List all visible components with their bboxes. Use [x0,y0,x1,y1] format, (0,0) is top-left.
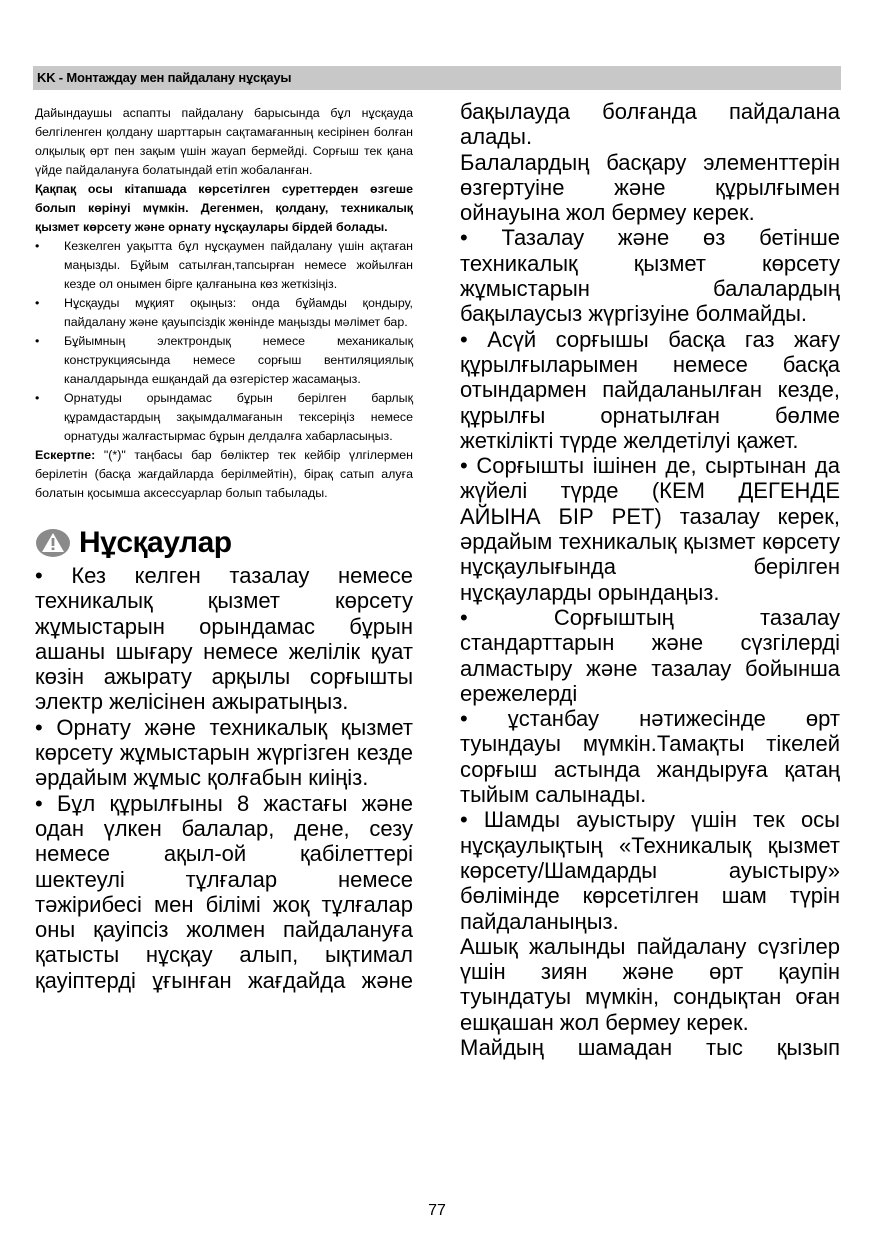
bullet-symbol: • [35,334,40,348]
instruction-paragraph: Балалардың басқару элементтерін өзгертуіне және құрылғымен ойнауына жол бермеу керек. [460,149,840,226]
note-paragraph [35,446,413,503]
section-heading [35,523,413,563]
instruction-paragraph: • Сорғыштың тазалау стандарттарын және сүзгілерді алмастыру және тазалау бойынша ережелерді [460,604,840,706]
instruction-paragraph: Ашық жалынды пайдалану сүзгілер үшін зиян және өрт қаупін туындатуы мүмкін, сондықтан оған ешқашан жол бермеу керек. [460,933,840,1035]
bullet-symbol: • [35,296,40,310]
section-title: Нұсқаулар [79,526,232,559]
intro-bullet-text: Орнатуды орындамас бұрын берілген барлық құрамдастардың зақымдалмағанын тексеріңіз немесе орнатуды жалғастырмас бұрын делдалға хабарласыңыз. [64,391,413,443]
intro-bullet-item [35,332,413,389]
left-column [35,104,413,993]
note-label: Ескертпе: [35,448,96,462]
instructions-left [35,563,413,993]
intro-warning: Қақпақ осы кітапшада көрсетілген суреттерден өзгеше болып көрінуі мүмкін. Дегенмен, қолдану, техникалық қызмет көрсету және орнату нұсқаулары бірдей болады. [35,182,413,234]
instruction-paragraph: • Тазалау және өз бетінше техникалық қызмет көрсету жұмыстарын балалардың бақылаусыз жүргізуіне болмайды. [460,225,840,327]
page-header-title: KK - Монтаждау мен пайдалану нұсқауы [37,70,292,85]
intro-bullet-text: Кезкелген уақытта бұл нұсқаумен пайдалану үшін ақтаған маңызды. Бұйым сатылған,тапсырған немесе жойылған кезде ол онымен бірге қалғанына көз жеткізіңіз. [64,239,413,291]
intro-bullet-text: Бұйымның электрондық немесе механикалық конструкциясында немесе сорғыш вентиляциялық каналдарында ешқандай да өзгерістер жасамаңыз. [64,334,413,386]
intro-bullet-item [35,237,413,294]
instruction-paragraph: • Шамды ауыстыру үшін тек осы нұсқаулықтың «Техникалық қызмет көрсету/Шамдарды ауыстыру» бөлімінде көрсетілген шам түрін пайдаланыңыз. [460,807,840,934]
warning-triangle-icon [35,528,71,558]
instruction-paragraph: • Сорғышты ішінен де, сыртынан да жүйелі түрде (КЕМ ДЕГЕНДЕ АЙЫНА БІР РЕТ) тазалау керек, әрдайым техникалық қызмет көрсету нұсқаулығында берілген нұсқауларды орындаңыз. [460,453,840,605]
intro-bullet-text: Нұсқауды мұқият оқыңыз: онда бұйамды қондыру, пайдалану және қауыпсіздік жөнінде маңызды мәлімет бар. [64,296,413,329]
bullet-symbol: • [35,391,40,405]
instruction-paragraph: • ұстанбау нәтижесінде өрт туындауы мүмкін.Тамақты тікелей сорғыш астында жандыруға қатаң тыйым салынады. [460,706,840,808]
intro-bullet-item [35,294,413,332]
header-bar [33,66,841,90]
intro-bullet-item [35,389,413,446]
instruction-paragraph: • Орнату және техникалық қызмет көрсету жұмыстарын жүргізген кезде әрдайым жұмыс қолғабын киіңіз. [35,714,413,791]
bullet-symbol: • [35,239,40,253]
instruction-paragraph: • Асүй сорғышы басқа газ жағу құрылғыларымен немесе басқа отындармен пайдаланылған кезде, құрылғы орнатылған бөлме жеткілікті түрде желдетілуі қажет. [460,326,840,453]
note-text: "(*)" таңбасы бар бөліктер тек кейбір үлгілермен берілетін (басқа жағдайларда берілмейтін), бірақ сатып алуға болатын қосымша аксессуарлар болып табылады. [35,448,413,500]
page-number: 77 [428,1202,446,1219]
instruction-paragraph: • Кез келген тазалау немесе техникалық қызмет көрсету жұмыстарын орындамас бұрын ашаны шығару немесе желілік қуат көзін ажырату арқылы сорғышты электр желісінен ажыратыңыз. [35,563,413,715]
instruction-paragraph: Майдың шамадан тыс қызып [460,1034,840,1060]
intro-paragraph: Дайындаушы аспапты пайдалану барысында бұл нұсқауда белгіленген қолдану шарттарын сақтамағанның кесірінен болған олқылық өрт пен зақым үшін жауап бермейді. Сорғыш тек қана үйде пайдалануға болатындай етіп жобаланған. [35,106,413,177]
right-column [460,99,840,1060]
intro-block [35,104,413,503]
instruction-paragraph: • Бұл құрылғыны 8 жастағы және одан үлкен балалар, дене, сезу немесе ақыл-ой қабілеттері шектеулі тұлғалар немесе тәжірибесі мен білімі жоқ тұлғалар оны қауіпсіз жолмен пайдалануға қатысты нұсқау алып, ықтимал қауіптерді ұғынған жағдайда және [35,790,413,993]
instruction-paragraph: бақылауда болғанда пайдалана алады. [460,99,840,150]
